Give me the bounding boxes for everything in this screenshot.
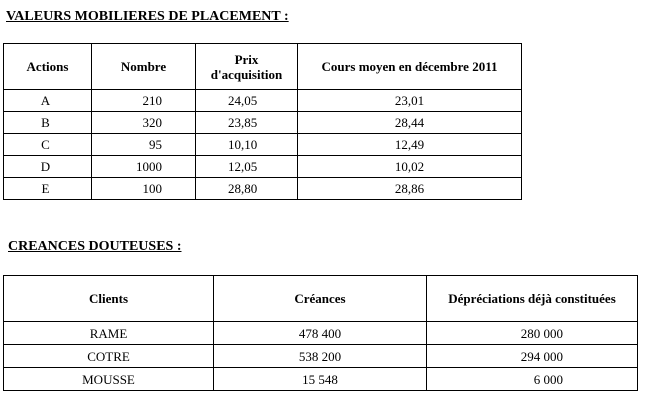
header-creances: Créances — [214, 276, 427, 322]
header-nombre: Nombre — [92, 44, 196, 90]
cell-client: COTRE — [4, 345, 214, 368]
table-row — [4, 90, 522, 112]
table-row — [4, 368, 638, 391]
cell-prix: 23,85 — [196, 112, 298, 134]
cell-action: C — [4, 134, 92, 156]
cell-action: E — [4, 178, 92, 200]
cell-prix: 12,05 — [196, 156, 298, 178]
cell-prix: 10,10 — [196, 134, 298, 156]
cell-cours: 28,86 — [298, 178, 522, 200]
cell-creance: 538 200 — [214, 345, 427, 368]
header-prix-line2: d'acquisition — [210, 66, 283, 82]
header-actions: Actions — [4, 44, 92, 90]
cell-nombre: 100 — [92, 178, 196, 200]
section-title-valeurs-mobilieres: VALEURS MOBILIERES DE PLACEMENT : — [6, 9, 289, 24]
cell-cours: 10,02 — [298, 156, 522, 178]
cell-depreciation: 6 000 — [427, 368, 638, 391]
table-row — [4, 112, 522, 134]
table-row — [4, 156, 522, 178]
cell-creance: 478 400 — [214, 322, 427, 345]
cell-nombre: 1000 — [92, 156, 196, 178]
cell-creance: 15 548 — [214, 368, 427, 391]
cell-cours: 23,01 — [298, 90, 522, 112]
header-cours-moyen: Cours moyen en décembre 2011 — [298, 44, 522, 90]
table-row — [4, 322, 638, 345]
cell-depreciation: 280 000 — [427, 322, 638, 345]
table-header-row — [4, 44, 522, 90]
cell-nombre: 320 — [92, 112, 196, 134]
cell-action: B — [4, 112, 92, 134]
header-prix-line1: Prix — [234, 51, 259, 67]
cell-prix: 28,80 — [196, 178, 298, 200]
cell-nombre: 210 — [92, 90, 196, 112]
header-depreciations: Dépréciations déjà constituées — [427, 276, 638, 322]
section-title-creances-douteuses: CREANCES DOUTEUSES : — [8, 239, 182, 254]
header-clients: Clients — [4, 276, 214, 322]
valeurs-mobilieres-table — [3, 43, 522, 200]
table-row — [4, 345, 638, 368]
cell-cours: 28,44 — [298, 112, 522, 134]
cell-prix: 24,05 — [196, 90, 298, 112]
cell-client: RAME — [4, 322, 214, 345]
table-row — [4, 134, 522, 156]
table-row — [4, 178, 522, 200]
cell-action: A — [4, 90, 92, 112]
cell-action: D — [4, 156, 92, 178]
cell-client: MOUSSE — [4, 368, 214, 391]
creances-douteuses-table — [3, 275, 638, 391]
cell-depreciation: 294 000 — [427, 345, 638, 368]
table-header-row — [4, 276, 638, 322]
cell-cours: 12,49 — [298, 134, 522, 156]
cell-nombre: 95 — [92, 134, 196, 156]
header-prix-acquisition — [196, 44, 298, 90]
